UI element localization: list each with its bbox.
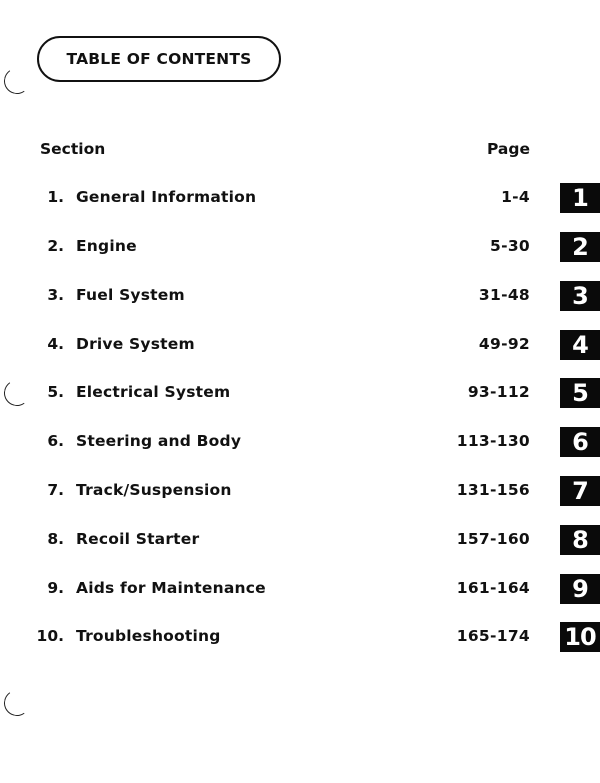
toc-row[interactable] bbox=[0, 183, 600, 213]
toc-row[interactable] bbox=[0, 476, 600, 506]
page-range: 49-92 bbox=[478, 335, 530, 353]
page-title: TABLE OF CONTENTS bbox=[66, 50, 252, 68]
toc-row[interactable] bbox=[0, 330, 600, 360]
section-number: 6. bbox=[47, 432, 64, 450]
section-number: 9. bbox=[47, 579, 64, 597]
section-tab[interactable]: 8 bbox=[560, 525, 600, 555]
toc-row[interactable] bbox=[0, 525, 600, 555]
page-range: 1-4 bbox=[501, 188, 530, 206]
section-tab[interactable]: 7 bbox=[560, 476, 600, 506]
section-title: Troubleshooting bbox=[76, 627, 221, 645]
section-number: 10. bbox=[36, 627, 64, 645]
section-tab[interactable]: 3 bbox=[560, 281, 600, 311]
section-title: Fuel System bbox=[76, 286, 185, 304]
section-tab[interactable]: 1 bbox=[560, 183, 600, 213]
page-column-header: Page bbox=[486, 140, 530, 158]
section-title: Recoil Starter bbox=[76, 530, 200, 548]
page-range: 161-164 bbox=[456, 579, 530, 597]
toc-row[interactable] bbox=[0, 427, 600, 457]
section-title: General Information bbox=[76, 188, 257, 206]
page-range: 5-30 bbox=[490, 237, 530, 255]
toc-row[interactable] bbox=[0, 622, 600, 652]
section-title: Drive System bbox=[76, 335, 195, 353]
page-range: 93-112 bbox=[467, 383, 530, 401]
page-range: 31-48 bbox=[478, 286, 530, 304]
section-tab[interactable]: 5 bbox=[560, 378, 600, 408]
section-tab[interactable]: 10 bbox=[560, 622, 600, 652]
section-title: Steering and Body bbox=[76, 432, 242, 450]
section-number: 7. bbox=[47, 481, 64, 499]
section-number: 5. bbox=[47, 383, 64, 401]
section-number: 1. bbox=[47, 188, 64, 206]
toc-row[interactable] bbox=[0, 378, 600, 408]
section-number: 4. bbox=[47, 335, 64, 353]
section-tab[interactable]: 9 bbox=[560, 574, 600, 604]
section-tab[interactable]: 6 bbox=[560, 427, 600, 457]
page-range: 113-130 bbox=[456, 432, 530, 450]
section-number: 3. bbox=[47, 286, 64, 304]
page-range: 131-156 bbox=[456, 481, 530, 499]
section-title: Aids for Maintenance bbox=[76, 579, 266, 597]
section-number: 2. bbox=[47, 237, 64, 255]
section-tab[interactable]: 4 bbox=[560, 330, 600, 360]
toc-row[interactable] bbox=[0, 281, 600, 311]
page-range: 157-160 bbox=[456, 530, 530, 548]
section-column-header: Section bbox=[40, 140, 106, 158]
section-tab[interactable]: 2 bbox=[560, 232, 600, 262]
toc-row[interactable] bbox=[0, 574, 600, 604]
section-title: Engine bbox=[76, 237, 137, 255]
page-range: 165-174 bbox=[456, 627, 530, 645]
section-title: Electrical System bbox=[76, 383, 231, 401]
section-number: 8. bbox=[47, 530, 64, 548]
toc-row[interactable] bbox=[0, 232, 600, 262]
section-title: Track/Suspension bbox=[76, 481, 232, 499]
